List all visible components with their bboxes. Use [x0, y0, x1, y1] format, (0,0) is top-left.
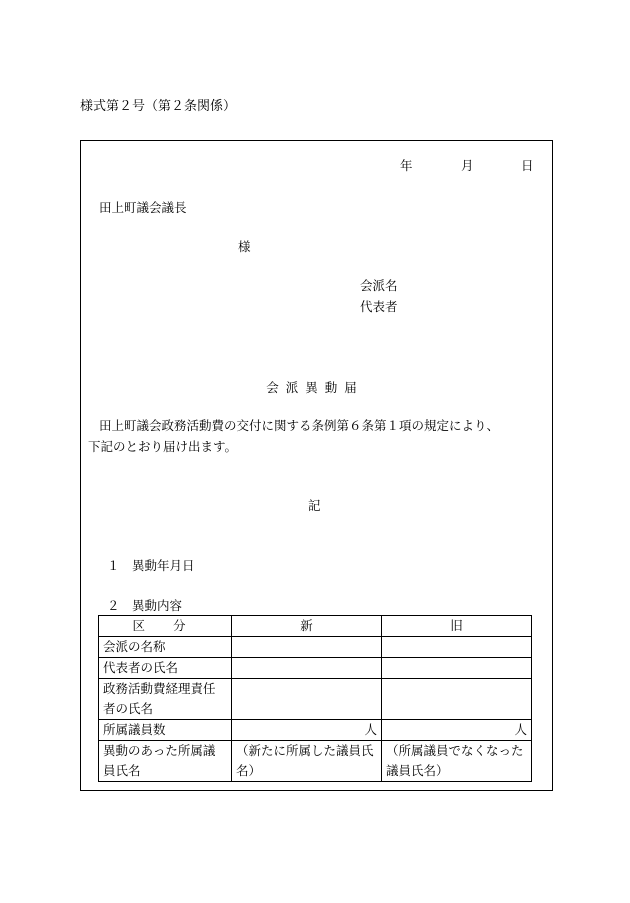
item-change-content: ２ 異動内容: [107, 598, 183, 613]
cell-old-member-count: 人: [382, 720, 532, 741]
date-day-label: 日: [521, 158, 534, 173]
table-row: [99, 679, 532, 720]
row-label-party-name: 会派の名称: [99, 637, 232, 658]
cell-old-representative: [382, 658, 532, 679]
cell-old-party-name: [382, 637, 532, 658]
row-label-representative: 代表者の氏名: [99, 658, 232, 679]
item-change-date: １ 異動年月日: [107, 558, 195, 573]
representative-label: 代表者: [360, 299, 398, 314]
table-row: [99, 720, 532, 741]
cell-old-changed-members: （所属議員でなくなった議員氏名）: [382, 741, 532, 782]
party-name-label: 会派名: [360, 278, 398, 293]
row-label-changed-members: 異動のあった所属議員氏名: [99, 741, 232, 782]
table-row: [99, 741, 532, 782]
row-label-accounting-officer: 政務活動費経理責任者の氏名: [99, 679, 232, 720]
cell-new-accounting-officer: [232, 679, 382, 720]
header-category: 区 分: [99, 616, 232, 637]
honorific: 様: [238, 239, 251, 254]
row-label-member-count: 所属議員数: [99, 720, 232, 741]
cell-new-member-count: 人: [232, 720, 382, 741]
table-row: [99, 658, 532, 679]
cell-new-party-name: [232, 637, 382, 658]
cell-new-representative: [232, 658, 382, 679]
table-header-row: [99, 616, 532, 637]
change-content-table: [98, 615, 532, 782]
cell-new-changed-members: （新たに所属した議員氏名）: [232, 741, 382, 782]
header-old: 旧: [382, 616, 532, 637]
table-row: [99, 637, 532, 658]
header-new: 新: [232, 616, 382, 637]
document-title: 会派異動届: [266, 380, 364, 395]
date-year-label: 年: [400, 158, 413, 173]
form-label: 様式第２号（第２条関係）: [80, 99, 237, 114]
cell-old-accounting-officer: [382, 679, 532, 720]
addressee: 田上町議会議長: [99, 200, 187, 215]
body-text-line-2: 下記のとおり届け出ます。: [88, 439, 238, 454]
date-month-label: 月: [461, 158, 474, 173]
ki-heading: 記: [308, 498, 321, 513]
body-text-line-1: 田上町議会政務活動費の交付に関する条例第６条第１項の規定により、: [99, 418, 500, 433]
